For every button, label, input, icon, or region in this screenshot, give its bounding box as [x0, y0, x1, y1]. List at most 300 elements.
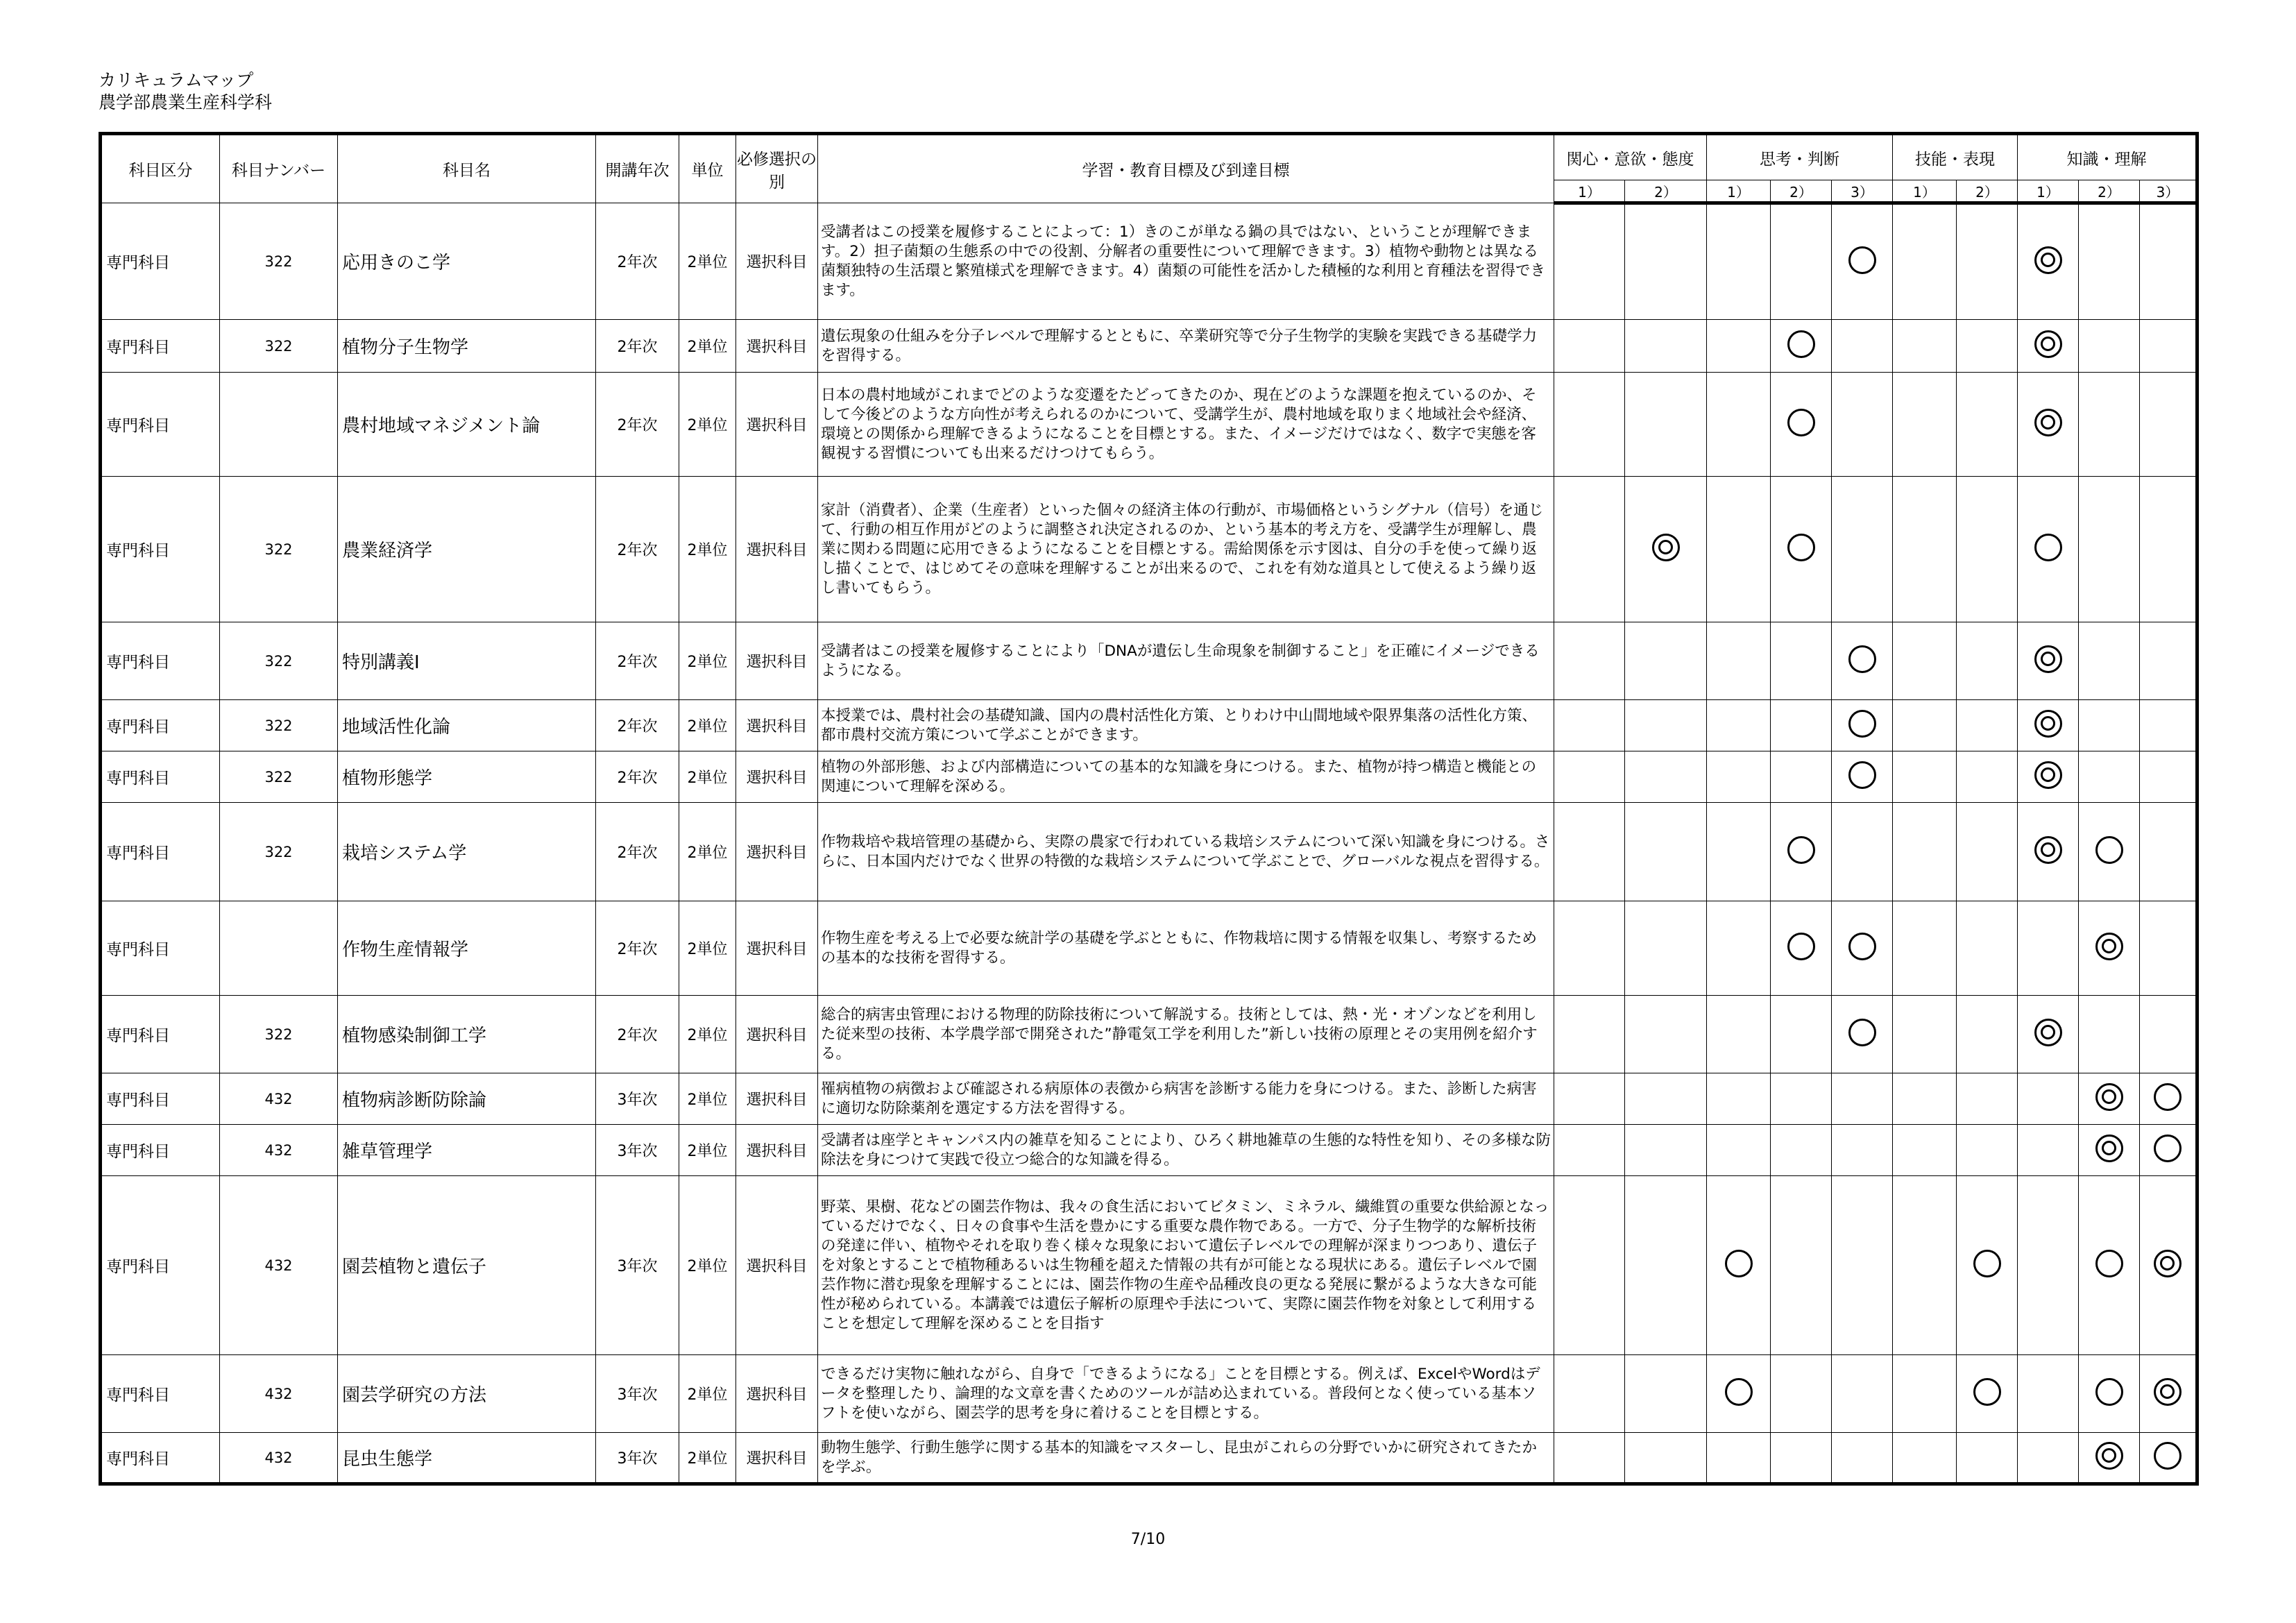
course-year: 2年次	[596, 751, 679, 803]
course-goal: 作物栽培や栽培管理の基礎から、実際の農家で行われている栽培システムについて深い知識を身につける。さらに、日本国内だけでなく世界の特徴的な栽培システムについて学ぶことで、グローバルな視点を習得する。	[818, 803, 1554, 901]
subheader: 2）	[1957, 180, 2018, 203]
course-name: 昆虫生態学	[338, 1433, 596, 1484]
mark-cell	[2018, 700, 2079, 751]
mark-cell	[1771, 1125, 1832, 1176]
mark-cell	[1707, 901, 1771, 996]
course-required: 選択科目	[736, 751, 818, 803]
course-required: 選択科目	[736, 1125, 818, 1176]
mark-cell	[1771, 1433, 1832, 1484]
mark-cell	[1707, 1176, 1771, 1355]
circle-mark-icon	[2154, 1083, 2182, 1111]
header-required: 必修選択の別	[736, 134, 818, 203]
mark-cell	[2079, 1176, 2140, 1355]
mark-cell	[1957, 996, 2018, 1073]
mark-cell	[1771, 320, 1832, 373]
mark-cell	[2140, 320, 2197, 373]
mark-cell	[1771, 700, 1832, 751]
mark-cell	[1832, 996, 1893, 1073]
mark-cell	[2079, 803, 2140, 901]
mark-cell	[2140, 803, 2197, 901]
mark-cell	[2018, 1073, 2079, 1125]
mark-cell	[1625, 1125, 1707, 1176]
course-number: 322	[220, 622, 338, 700]
mark-cell	[1957, 1176, 2018, 1355]
mark-cell	[1771, 803, 1832, 901]
mark-cell	[2079, 477, 2140, 622]
course-kubun: 専門科目	[101, 803, 220, 901]
mark-cell	[1832, 1355, 1893, 1433]
course-number: 432	[220, 1073, 338, 1125]
mark-cell	[2079, 203, 2140, 320]
course-kubun: 専門科目	[101, 1433, 220, 1484]
course-kubun: 専門科目	[101, 751, 220, 803]
double-circle-mark-icon	[2034, 645, 2062, 673]
circle-mark-icon	[1848, 1019, 1876, 1046]
course-name: 応用きのこ学	[338, 203, 596, 320]
department-name: 農学部農業生産科学科	[99, 92, 273, 112]
course-required: 選択科目	[736, 320, 818, 373]
table-row	[101, 203, 2197, 320]
course-goal: 家計（消費者）、企業（生産者）といった個々の経済主体の行動が、市場価格というシグナル（信号）を通じて、行動の相互作用がどのように調整され決定されるのか、という基本的考え方を、受講学生が理解し、農業に関わる問題に応用できるようになることを目標とする。需給関係を示す図は、自分の手を使って繰り返し描くことで、はじめてその意味を理解することが出来るので、これを有効な道具として使えるよう繰り返し書いてもらう。	[818, 477, 1554, 622]
course-unit: 2単位	[679, 1433, 736, 1484]
course-year: 2年次	[596, 803, 679, 901]
course-kubun: 専門科目	[101, 996, 220, 1073]
page-number: 7/10	[1130, 1531, 1166, 1548]
mark-cell	[1957, 700, 2018, 751]
table-row	[101, 1176, 2197, 1355]
mark-cell	[1893, 477, 1957, 622]
course-goal: 遺伝現象の仕組みを分子レベルで理解するとともに、卒業研究等で分子生物学的実験を実践できる基礎学力を習得する。	[818, 320, 1554, 373]
header-kubun: 科目区分	[101, 134, 220, 203]
subheader: 2）	[2079, 180, 2140, 203]
circle-mark-icon	[1787, 836, 1815, 864]
mark-cell	[1893, 1176, 1957, 1355]
header-group-knowledge: 知識・理解	[2018, 134, 2197, 180]
circle-mark-icon	[2095, 1378, 2123, 1406]
course-name: 植物形態学	[338, 751, 596, 803]
mark-cell	[2018, 751, 2079, 803]
mark-cell	[2140, 1073, 2197, 1125]
double-circle-mark-icon	[2095, 933, 2123, 960]
mark-cell	[1832, 373, 1893, 477]
subheader: 2）	[1625, 180, 1707, 203]
mark-cell	[1893, 373, 1957, 477]
course-name: 農業経済学	[338, 477, 596, 622]
mark-cell	[2140, 203, 2197, 320]
mark-cell	[1554, 700, 1625, 751]
course-year: 2年次	[596, 700, 679, 751]
curriculum-map-table	[99, 132, 2199, 1486]
mark-cell	[1832, 751, 1893, 803]
header-group-thinking: 思考・判断	[1707, 134, 1893, 180]
mark-cell	[1554, 1433, 1625, 1484]
mark-cell	[2079, 1433, 2140, 1484]
mark-cell	[1707, 751, 1771, 803]
course-unit: 2単位	[679, 320, 736, 373]
table-row	[101, 1073, 2197, 1125]
table-row	[101, 1125, 2197, 1176]
circle-mark-icon	[2034, 534, 2062, 561]
course-unit: 2単位	[679, 477, 736, 622]
course-unit: 2単位	[679, 996, 736, 1073]
mark-cell	[1707, 1125, 1771, 1176]
mark-cell	[1832, 1073, 1893, 1125]
mark-cell	[2079, 700, 2140, 751]
course-goal: 総合的病害虫管理における物理的防除技術について解説する。技術としては、熱・光・オゾンなどを利用した従来型の技術、本学農学部で開発された”静電気工学を利用した”新しい技術の原理とその実用例を紹介する。	[818, 996, 1554, 1073]
course-required: 選択科目	[736, 1073, 818, 1125]
double-circle-mark-icon	[2095, 1135, 2123, 1162]
course-name: 作物生産情報学	[338, 901, 596, 996]
subheader: 2）	[1771, 180, 1832, 203]
mark-cell	[1707, 1355, 1771, 1433]
course-required: 選択科目	[736, 901, 818, 996]
course-number	[220, 901, 338, 996]
mark-cell	[1832, 1433, 1893, 1484]
table-row	[101, 1355, 2197, 1433]
course-name: 植物感染制御工学	[338, 996, 596, 1073]
mark-cell	[1771, 373, 1832, 477]
mark-cell	[2079, 901, 2140, 996]
course-goal: 野菜、果樹、花などの園芸作物は、我々の食生活においてビタミン、ミネラル、繊維質の重要な供給源となっているだけでなく、日々の食事や生活を豊かにする重要な農作物である。一方で、分子生物学的な解析技術の発達に伴い、植物やそれを取り巻く様々な現象において遺伝子レベルでの理解が深まりつつあり、遺伝子を対象とすることで植物種あるいは生物種を超えた情報の共有が可能となる現状にある。遺伝子レベルで園芸作物に潜む現象を理解することには、園芸作物の生産や品種改良の更なる発展に繋がるような大きな可能性が秘められている。本講義では遺伝子解析の原理や手法について、実際に園芸作物を対象として利用することを想定して理解を深めることを目指す	[818, 1176, 1554, 1355]
mark-cell	[1554, 622, 1625, 700]
subheader: 3）	[2140, 180, 2197, 203]
double-circle-mark-icon	[2154, 1250, 2182, 1277]
course-goal: できるだけ実物に触れながら、自身で「できるようになる」ことを目標とする。例えば、ExcelやWordはデータを整理したり、論理的な文章を書くためのツールが詰め込まれている。普段何となく使っている基本ソフトを使いながら、園芸学的思考を身に着けることを目標とする。	[818, 1355, 1554, 1433]
mark-cell	[1893, 996, 1957, 1073]
course-year: 3年次	[596, 1125, 679, 1176]
mark-cell	[1957, 622, 2018, 700]
course-kubun: 専門科目	[101, 622, 220, 700]
circle-mark-icon	[1787, 534, 1815, 561]
course-required: 選択科目	[736, 477, 818, 622]
mark-cell	[1832, 477, 1893, 622]
mark-cell	[2018, 1176, 2079, 1355]
course-unit: 2単位	[679, 1176, 736, 1355]
mark-cell	[1554, 477, 1625, 622]
mark-cell	[1893, 700, 1957, 751]
course-kubun: 専門科目	[101, 1176, 220, 1355]
table-row	[101, 803, 2197, 901]
table-row	[101, 320, 2197, 373]
mark-cell	[1707, 700, 1771, 751]
mark-cell	[1625, 203, 1707, 320]
course-number: 322	[220, 203, 338, 320]
course-required: 選択科目	[736, 373, 818, 477]
mark-cell	[1832, 803, 1893, 901]
table-body	[101, 203, 2197, 1484]
mark-cell	[1707, 320, 1771, 373]
mark-cell	[1893, 751, 1957, 803]
circle-mark-icon	[2154, 1135, 2182, 1162]
mark-cell	[1554, 1355, 1625, 1433]
course-number: 432	[220, 1176, 338, 1355]
course-name: 栽培システム学	[338, 803, 596, 901]
mark-cell	[2140, 1355, 2197, 1433]
course-required: 選択科目	[736, 1176, 818, 1355]
mark-cell	[1625, 622, 1707, 700]
circle-mark-icon	[1848, 645, 1876, 673]
mark-cell	[2018, 803, 2079, 901]
course-number: 322	[220, 700, 338, 751]
mark-cell	[1957, 477, 2018, 622]
mark-cell	[2140, 700, 2197, 751]
mark-cell	[1771, 1073, 1832, 1125]
course-year: 3年次	[596, 1176, 679, 1355]
circle-mark-icon	[1848, 933, 1876, 960]
mark-cell	[2140, 996, 2197, 1073]
course-year: 2年次	[596, 901, 679, 996]
table-row	[101, 700, 2197, 751]
double-circle-mark-icon	[2034, 1019, 2062, 1046]
mark-cell	[1771, 477, 1832, 622]
circle-mark-icon	[1848, 246, 1876, 274]
mark-cell	[2079, 751, 2140, 803]
mark-cell	[1625, 996, 1707, 1073]
course-unit: 2単位	[679, 901, 736, 996]
mark-cell	[1707, 373, 1771, 477]
mark-cell	[1832, 203, 1893, 320]
course-required: 選択科目	[736, 203, 818, 320]
course-required: 選択科目	[736, 700, 818, 751]
course-number: 322	[220, 320, 338, 373]
mark-cell	[1957, 320, 2018, 373]
mark-cell	[1707, 803, 1771, 901]
circle-mark-icon	[1973, 1250, 2001, 1277]
mark-cell	[1957, 751, 2018, 803]
circle-mark-icon	[1848, 761, 1876, 789]
subheader: 1）	[2018, 180, 2079, 203]
course-kubun: 専門科目	[101, 477, 220, 622]
course-unit: 2単位	[679, 751, 736, 803]
mark-cell	[1554, 803, 1625, 901]
mark-cell	[1625, 803, 1707, 901]
mark-cell	[2079, 1073, 2140, 1125]
course-unit: 2単位	[679, 700, 736, 751]
table-row	[101, 373, 2197, 477]
course-name: 植物病診断防除論	[338, 1073, 596, 1125]
mark-cell	[1771, 622, 1832, 700]
course-goal: 受講者はこの授業を履修することにより「DNAが遺伝し生命現象を制御すること」を正確にイメージできるようになる。	[818, 622, 1554, 700]
course-number	[220, 373, 338, 477]
mark-cell	[1554, 320, 1625, 373]
mark-cell	[1771, 996, 1832, 1073]
double-circle-mark-icon	[2034, 246, 2062, 274]
circle-mark-icon	[2154, 1442, 2182, 1470]
mark-cell	[1957, 373, 2018, 477]
mark-cell	[2079, 373, 2140, 477]
mark-cell	[1893, 622, 1957, 700]
mark-cell	[1625, 700, 1707, 751]
course-unit: 2単位	[679, 373, 736, 477]
circle-mark-icon	[2095, 1250, 2123, 1277]
document-title: カリキュラムマップ	[99, 70, 254, 90]
mark-cell	[2018, 320, 2079, 373]
mark-cell	[1893, 203, 1957, 320]
course-unit: 2単位	[679, 803, 736, 901]
course-goal: 罹病植物の病徴および確認される病原体の表徴から病害を診断する能力を身につける。また、診断した病害に適切な防除薬剤を選定する方法を習得する。	[818, 1073, 1554, 1125]
course-goal: 作物生産を考える上で必要な統計学の基礎を学ぶとともに、作物栽培に関する情報を収集し、考察するための基本的な技術を習得する。	[818, 901, 1554, 996]
mark-cell	[2018, 477, 2079, 622]
mark-cell	[2140, 751, 2197, 803]
course-name: 地域活性化論	[338, 700, 596, 751]
course-unit: 2単位	[679, 1355, 736, 1433]
course-number: 322	[220, 996, 338, 1073]
course-year: 2年次	[596, 996, 679, 1073]
mark-cell	[2018, 901, 2079, 996]
course-year: 3年次	[596, 1433, 679, 1484]
double-circle-mark-icon	[2034, 330, 2062, 358]
mark-cell	[1625, 1176, 1707, 1355]
course-kubun: 専門科目	[101, 901, 220, 996]
course-year: 2年次	[596, 203, 679, 320]
course-goal: 受講者は座学とキャンパス内の雑草を知ることにより、ひろく耕地雑草の生態的な特性を知り、その多様な防除法を身につけて実践で役立つ総合的な知識を得る。	[818, 1125, 1554, 1176]
header-group-skill: 技能・表現	[1893, 134, 2018, 180]
course-kubun: 専門科目	[101, 1125, 220, 1176]
circle-mark-icon	[1848, 710, 1876, 738]
mark-cell	[2079, 320, 2140, 373]
mark-cell	[2140, 901, 2197, 996]
course-goal: 動物生態学、行動生態学に関する基本的知識をマスターし、昆虫がこれらの分野でいかに研究されてきたかを学ぶ。	[818, 1433, 1554, 1484]
mark-cell	[2018, 996, 2079, 1073]
mark-cell	[2140, 477, 2197, 622]
mark-cell	[1957, 1355, 2018, 1433]
mark-cell	[1554, 751, 1625, 803]
course-name: 園芸学研究の方法	[338, 1355, 596, 1433]
course-unit: 2単位	[679, 622, 736, 700]
mark-cell	[1554, 1073, 1625, 1125]
table-header	[101, 134, 2197, 203]
mark-cell	[2140, 1176, 2197, 1355]
course-unit: 2単位	[679, 203, 736, 320]
mark-cell	[1893, 803, 1957, 901]
document-header	[99, 69, 272, 114]
mark-cell	[1893, 1125, 1957, 1176]
mark-cell	[1707, 1073, 1771, 1125]
header-goal: 学習・教育目標及び到達目標	[818, 134, 1554, 203]
mark-cell	[2079, 1125, 2140, 1176]
circle-mark-icon	[1973, 1378, 2001, 1406]
course-kubun: 専門科目	[101, 203, 220, 320]
double-circle-mark-icon	[1652, 534, 1680, 561]
mark-cell	[1832, 901, 1893, 996]
table-row	[101, 901, 2197, 996]
mark-cell	[1554, 1125, 1625, 1176]
course-number: 432	[220, 1433, 338, 1484]
subheader: 1）	[1554, 180, 1625, 203]
course-kubun: 専門科目	[101, 1073, 220, 1125]
circle-mark-icon	[1725, 1378, 1753, 1406]
mark-cell	[2018, 373, 2079, 477]
course-number: 322	[220, 477, 338, 622]
subheader: 1）	[1707, 180, 1771, 203]
course-required: 選択科目	[736, 622, 818, 700]
circle-mark-icon	[2095, 836, 2123, 864]
course-required: 選択科目	[736, 803, 818, 901]
table-row	[101, 751, 2197, 803]
double-circle-mark-icon	[2095, 1442, 2123, 1470]
table-row	[101, 996, 2197, 1073]
mark-cell	[1771, 1176, 1832, 1355]
course-year: 2年次	[596, 477, 679, 622]
course-required: 選択科目	[736, 1355, 818, 1433]
course-year: 3年次	[596, 1073, 679, 1125]
mark-cell	[1554, 1176, 1625, 1355]
mark-cell	[2018, 622, 2079, 700]
mark-cell	[1625, 1433, 1707, 1484]
double-circle-mark-icon	[2034, 761, 2062, 789]
course-goal: 植物の外部形態、および内部構造についての基本的な知識を身につける。また、植物が持つ構造と機能との関連について理解を深める。	[818, 751, 1554, 803]
circle-mark-icon	[1787, 933, 1815, 960]
double-circle-mark-icon	[2034, 409, 2062, 436]
mark-cell	[1554, 373, 1625, 477]
mark-cell	[1707, 477, 1771, 622]
course-number: 432	[220, 1125, 338, 1176]
mark-cell	[1625, 751, 1707, 803]
circle-mark-icon	[1787, 409, 1815, 436]
course-kubun: 専門科目	[101, 320, 220, 373]
mark-cell	[1957, 901, 2018, 996]
mark-cell	[1893, 320, 1957, 373]
course-year: 2年次	[596, 373, 679, 477]
header-unit: 単位	[679, 134, 736, 203]
double-circle-mark-icon	[2095, 1083, 2123, 1111]
course-year: 3年次	[596, 1355, 679, 1433]
course-unit: 2単位	[679, 1073, 736, 1125]
mark-cell	[2140, 373, 2197, 477]
course-year: 2年次	[596, 622, 679, 700]
course-number: 322	[220, 751, 338, 803]
mark-cell	[2018, 1125, 2079, 1176]
course-kubun: 専門科目	[101, 1355, 220, 1433]
mark-cell	[1832, 1176, 1893, 1355]
mark-cell	[1707, 996, 1771, 1073]
course-kubun: 専門科目	[101, 373, 220, 477]
course-number: 322	[220, 803, 338, 901]
table-row	[101, 1433, 2197, 1484]
mark-cell	[1771, 1355, 1832, 1433]
table-row	[101, 477, 2197, 622]
mark-cell	[1625, 901, 1707, 996]
subheader: 1）	[1893, 180, 1957, 203]
mark-cell	[2079, 622, 2140, 700]
circle-mark-icon	[1787, 330, 1815, 358]
header-name: 科目名	[338, 134, 596, 203]
mark-cell	[1771, 901, 1832, 996]
mark-cell	[1957, 1433, 2018, 1484]
course-required: 選択科目	[736, 996, 818, 1073]
mark-cell	[1771, 751, 1832, 803]
mark-cell	[1625, 1355, 1707, 1433]
mark-cell	[1832, 320, 1893, 373]
mark-cell	[1832, 622, 1893, 700]
mark-cell	[2018, 1433, 2079, 1484]
course-goal: 日本の農村地域がこれまでどのような変遷をたどってきたのか、現在どのような課題を抱えているのか、そして今後どのような方向性が考えられるのかについて、受講学生が、農村地域を取りまく地域社会や経済、環境との関係から理解できるようになることを目標とする。また、イメージだけではなく、数字で実態を客観視する習慣についても出来るだけつけてもらう。	[818, 373, 1554, 477]
mark-cell	[1554, 996, 1625, 1073]
double-circle-mark-icon	[2034, 836, 2062, 864]
mark-cell	[1625, 373, 1707, 477]
mark-cell	[1893, 1355, 1957, 1433]
mark-cell	[2018, 1355, 2079, 1433]
double-circle-mark-icon	[2034, 710, 2062, 738]
course-required: 選択科目	[736, 1433, 818, 1484]
course-name: 特別講義Ⅰ	[338, 622, 596, 700]
mark-cell	[1625, 320, 1707, 373]
course-number: 432	[220, 1355, 338, 1433]
mark-cell	[1957, 203, 2018, 320]
course-name: 園芸植物と遺伝子	[338, 1176, 596, 1355]
table-row	[101, 622, 2197, 700]
mark-cell	[2018, 203, 2079, 320]
